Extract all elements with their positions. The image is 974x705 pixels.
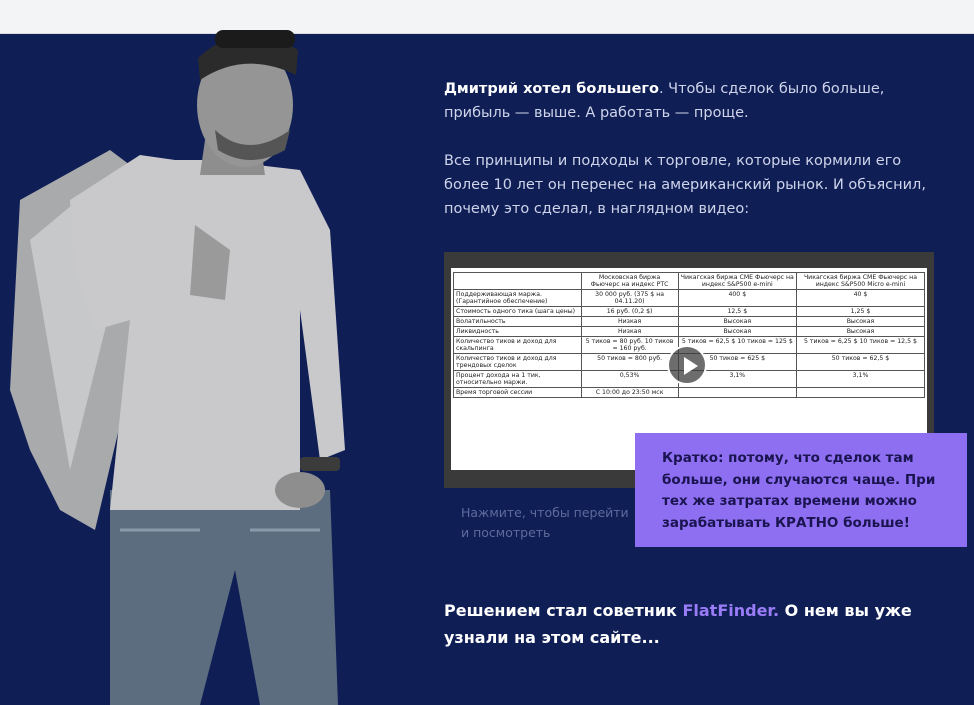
header-cell [454, 273, 582, 290]
flatfinder-link[interactable]: FlatFinder. [682, 601, 780, 620]
table-row [454, 327, 925, 337]
table-header-row [454, 273, 925, 290]
table-cell: Количество тиков и доход для трендовых сделок [454, 354, 582, 371]
table-cell: Высокая [678, 327, 796, 337]
final-before: Решением стал советник [444, 601, 683, 620]
description-paragraph: Все принципы и подходы к торговле, которые кормили его более 10 лет он перенес на американский рынок. И объяснил, почему это сделал, в наглядном видео: [444, 153, 926, 217]
table-cell: 400 $ [678, 290, 796, 307]
table-cell [796, 388, 924, 398]
final-statement [444, 597, 964, 651]
intro-bold: Дмитрий хотел большего [444, 81, 659, 97]
final-after: О нем вы уже узнали на этом сайте... [444, 601, 912, 647]
table-cell: 40 $ [796, 290, 924, 307]
table-cell: 3,1% [678, 371, 796, 388]
play-icon[interactable] [667, 345, 707, 385]
table-cell: Низкая [581, 317, 678, 327]
table-cell: 30 000 руб. (375 $ на 04.11.20) [581, 290, 678, 307]
table-cell: Ликвидность [454, 327, 582, 337]
table-cell [678, 388, 796, 398]
header-cell: Московская биржа Фьючерс на индекс РТС [581, 273, 678, 290]
table-cell: 3,1% [796, 371, 924, 388]
header-cell: Чикагская биржа CME Фьючерс на индекс S&P500 e-mini [678, 273, 796, 290]
table-cell: Низкая [581, 327, 678, 337]
table-cell: С 10:00 до 23:50 мск [581, 388, 678, 398]
table-cell: Высокая [796, 317, 924, 327]
table-cell: Волатильность [454, 317, 582, 327]
table-cell: Стоимость одного тика (шага цены) [454, 307, 582, 317]
table-cell: 5 тиков = 6,25 $ 10 тиков = 12,5 $ [796, 337, 924, 354]
video-caption: Нажмите, чтобы перейти и посмотреть [461, 505, 629, 540]
table-cell: 16 руб. (0,2 $) [581, 307, 678, 317]
table-cell: Высокая [796, 327, 924, 337]
intro-paragraph [444, 77, 944, 125]
table-cell: Процент дохода на 1 тик, относительно маржи. [454, 371, 582, 388]
table-cell: 50 тиков = 62,5 $ [796, 354, 924, 371]
table-row [454, 290, 925, 307]
intro-rest: . Чтобы сделок было больше, прибыль — выше. А работать — проще. [444, 81, 885, 121]
table-cell: Поддерживающая маржа. (Гарантийное обеспечение) [454, 290, 582, 307]
table-cell: 50 тиков = 625 $ [678, 354, 796, 371]
table-cell: Количество тиков и доход для скальпинга [454, 337, 582, 354]
table-cell: 1,25 $ [796, 307, 924, 317]
table-cell: 5 тиков = 80 руб. 10 тиков = 160 руб. [581, 337, 678, 354]
table-cell: 12,5 $ [678, 307, 796, 317]
table-cell: 0,53% [581, 371, 678, 388]
table-cell: Время торговой сессии [454, 388, 582, 398]
table-cell: 5 тиков = 62,5 $ 10 тиков = 125 $ [678, 337, 796, 354]
header-cell: Чикагская биржа CME Фьючерс на индекс S&P500 Micro e-mini [796, 273, 924, 290]
table-cell: Высокая [678, 317, 796, 327]
table-cell: 50 тиков = 800 руб. [581, 354, 678, 371]
callout-box: Кратко: потому, что сделок там больше, они случаются чаще. При тех же затратах времени можно зарабатывать КРАТНО больше! [635, 433, 967, 547]
table-row [454, 317, 925, 327]
table-row [454, 388, 925, 398]
man-photo [0, 10, 360, 705]
table-row [454, 307, 925, 317]
